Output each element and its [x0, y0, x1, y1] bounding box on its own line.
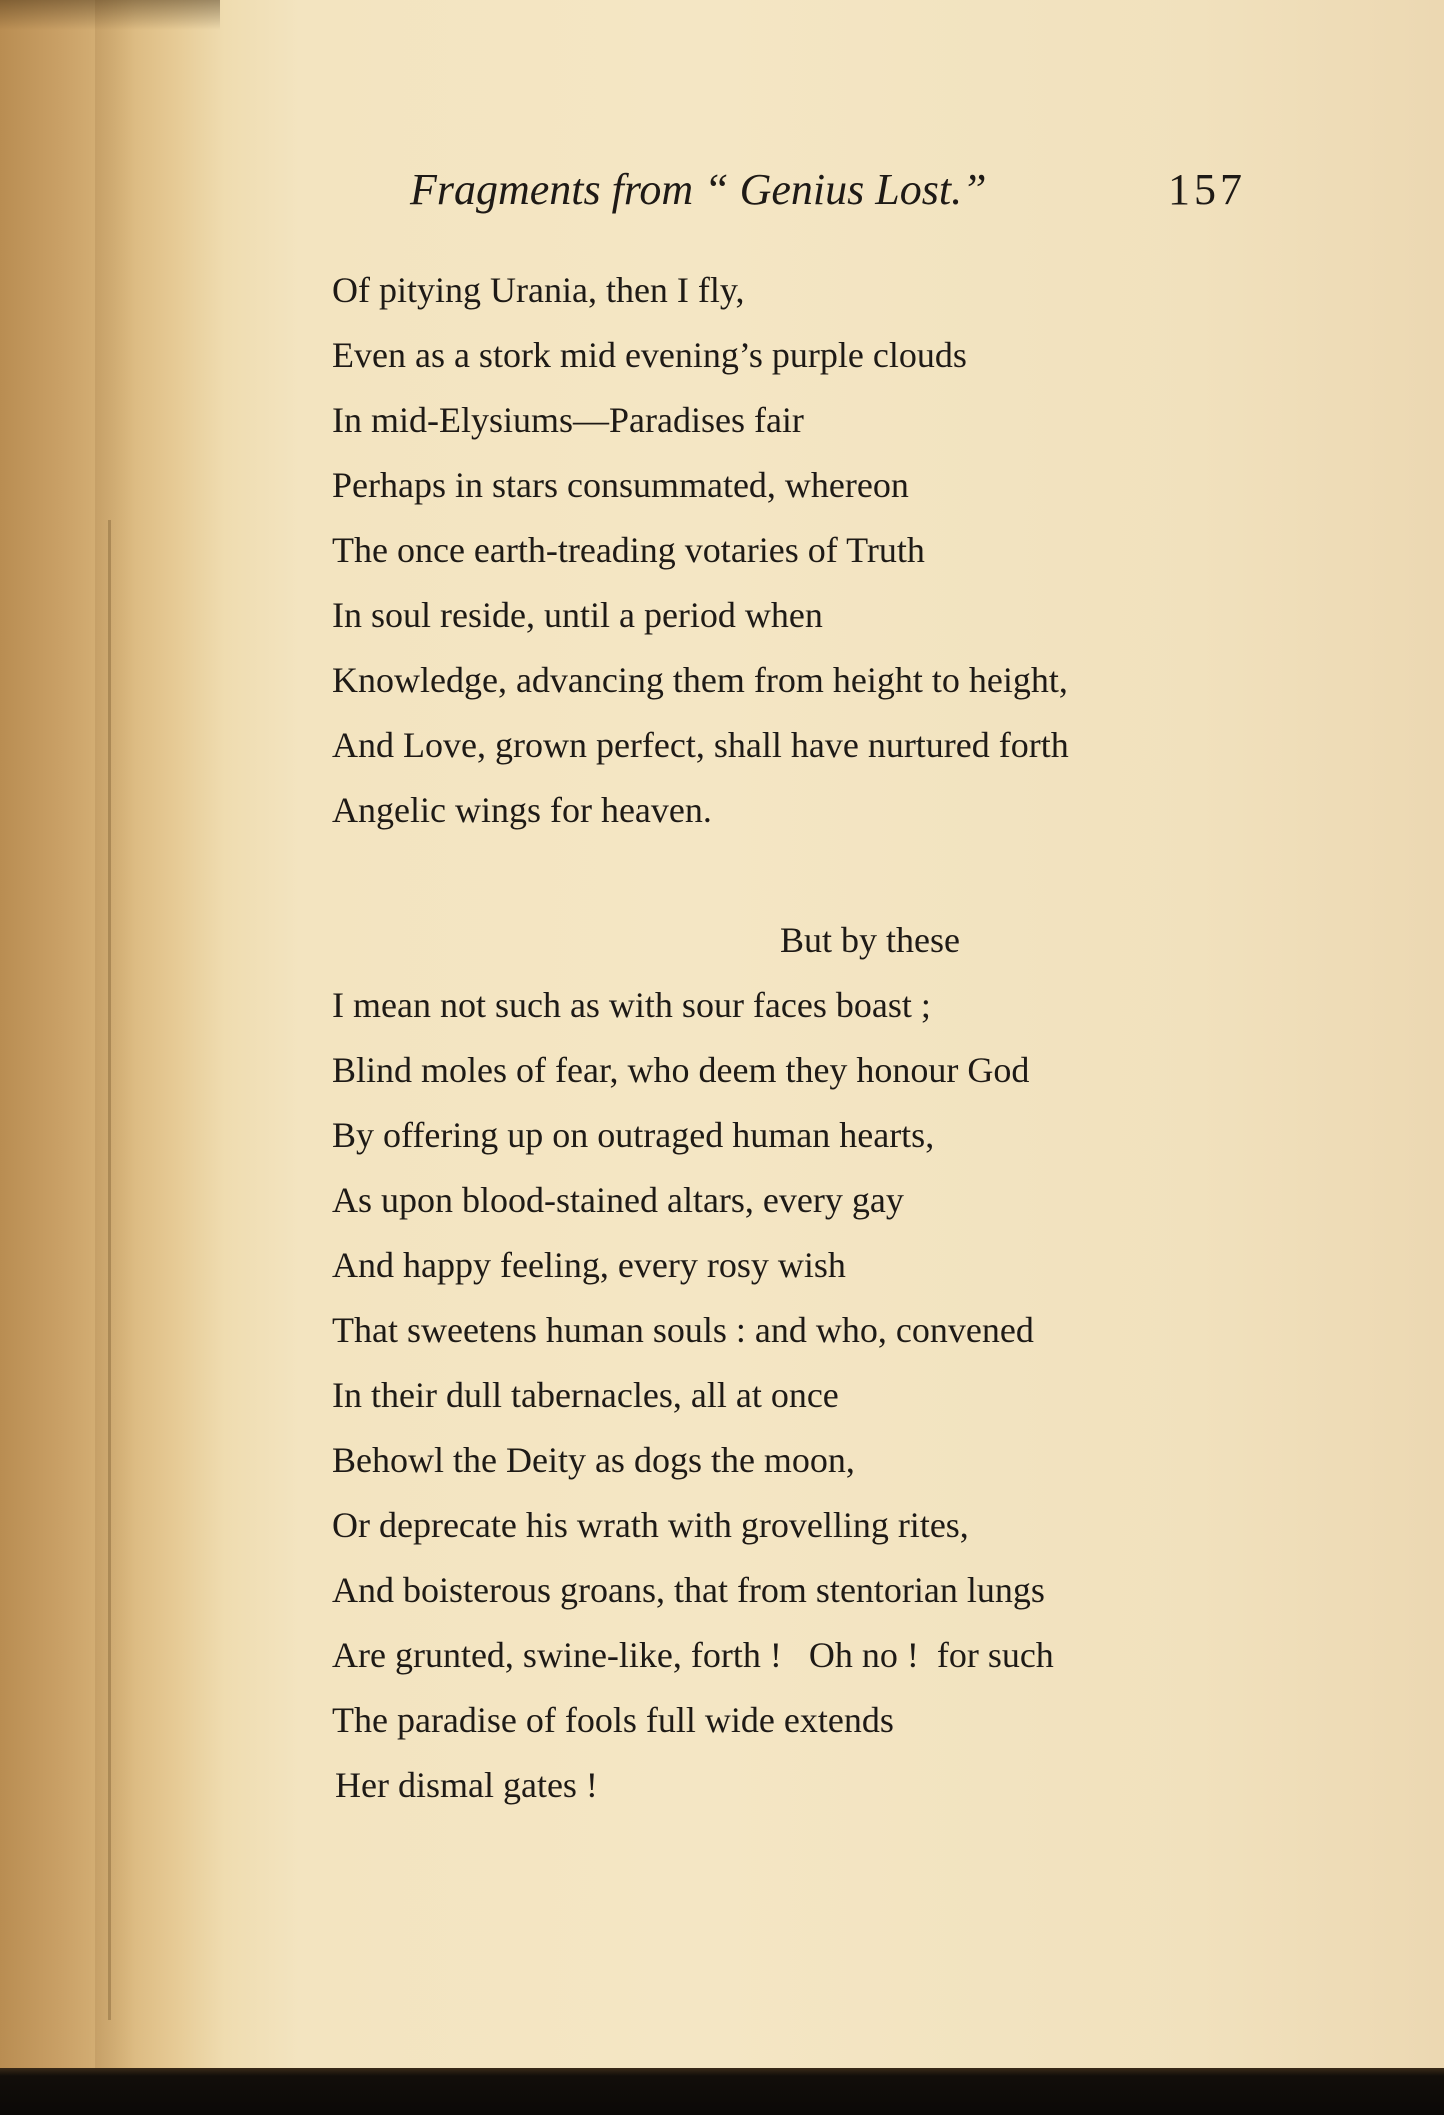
- poem-line-indented: But by these: [780, 920, 960, 960]
- running-title: Fragments from “ Genius Lost.”: [410, 165, 987, 214]
- page-number: 157: [1168, 165, 1246, 214]
- poem-text: [332, 258, 1332, 1818]
- poem-line: By offering up on outraged human hearts,: [332, 1115, 935, 1155]
- poem-line: Her dismal gates !: [335, 1765, 598, 1805]
- poem-line: Of pitying Urania, then I fly,: [332, 270, 745, 310]
- poem-line: In their dull tabernacles, all at once: [332, 1375, 839, 1415]
- book-bottom-edge: [0, 2068, 1444, 2115]
- poem-line: The paradise of fools full wide extends: [332, 1700, 894, 1740]
- poem-line: Angelic wings for heaven.: [332, 790, 712, 830]
- poem-line: And Love, grown perfect, shall have nurtured forth: [332, 725, 1069, 765]
- poem-line: Or deprecate his wrath with grovelling rites,: [332, 1505, 969, 1545]
- poem-line: Knowledge, advancing them from height to height,: [332, 660, 1068, 700]
- poem-line: Even as a stork mid evening’s purple clouds: [332, 335, 967, 375]
- poem-line: In mid-Elysiums—Paradises fair: [332, 400, 804, 440]
- poem-line: That sweetens human souls : and who, convened: [332, 1310, 1034, 1350]
- poem-line: Blind moles of fear, who deem they honour God: [332, 1050, 1030, 1090]
- poem-line: As upon blood-stained altars, every gay: [332, 1180, 904, 1220]
- poem-line: Are grunted, swine-like, forth ! Oh no ! for such: [332, 1635, 1054, 1675]
- poem-line: I mean not such as with sour faces boast ;: [332, 985, 931, 1025]
- poem-line: And boisterous groans, that from stentorian lungs: [332, 1570, 1045, 1610]
- poem-line: Behowl the Deity as dogs the moon,: [332, 1440, 855, 1480]
- page-header: [410, 160, 1250, 220]
- poem-line: In soul reside, until a period when: [332, 595, 823, 635]
- spine-shadow: [108, 520, 111, 2020]
- stanza-break: [332, 843, 1332, 908]
- poem-line: The once earth-treading votaries of Truth: [332, 530, 925, 570]
- poem-line: And happy feeling, every rosy wish: [332, 1245, 846, 1285]
- poem-line: Perhaps in stars consummated, whereon: [332, 465, 909, 505]
